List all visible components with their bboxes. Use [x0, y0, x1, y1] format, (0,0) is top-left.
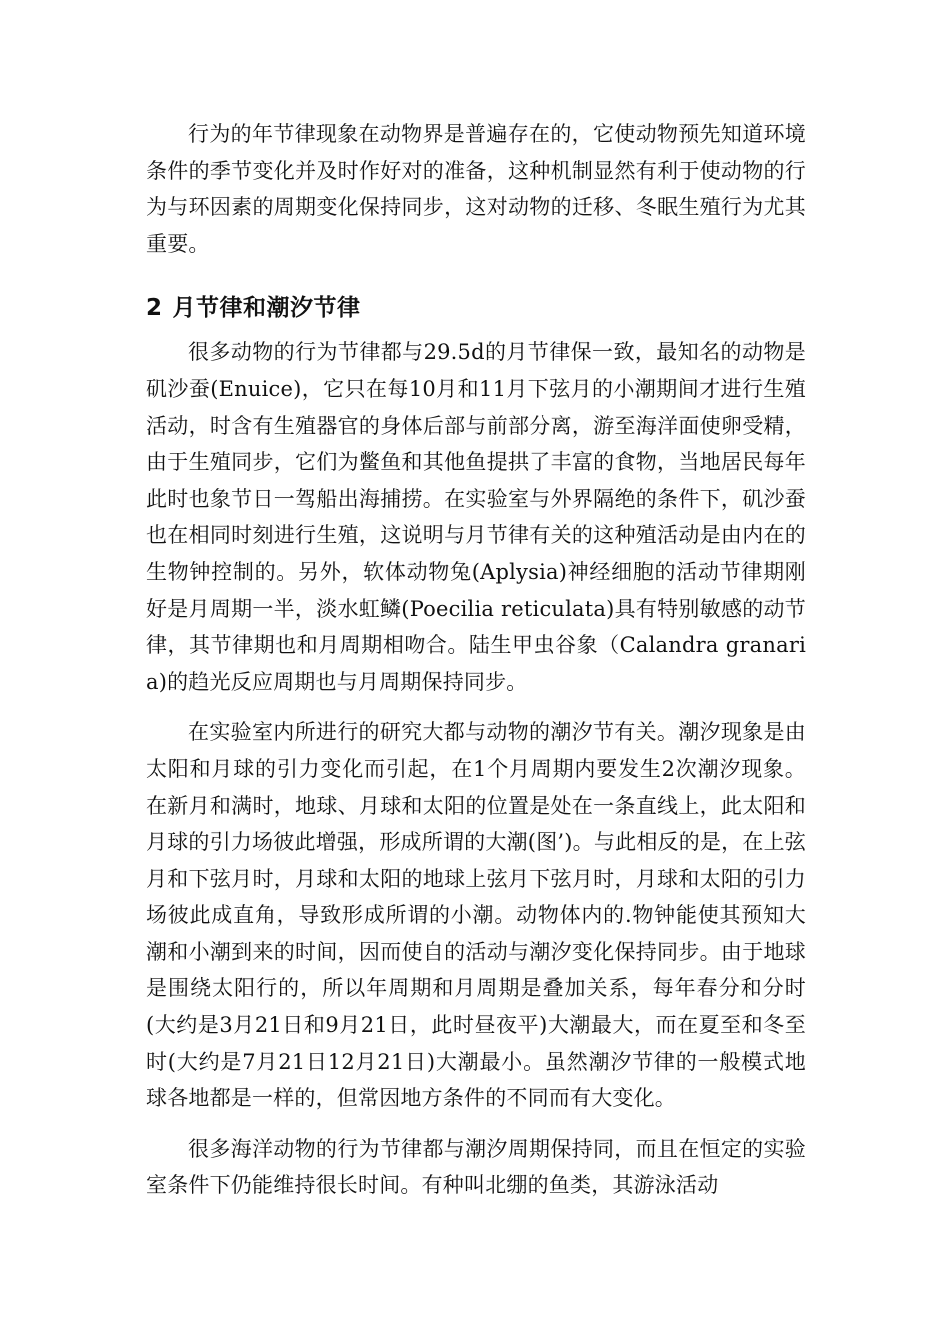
paragraph-marine-animals: 很多海洋动物的行为节律都与潮汐周期保持同，而且在恒定的实验室条件下仍能维持很长时间。有种叫北绷的鱼类，其游泳活动 — [146, 1136, 806, 1198]
paragraph-annual-rhythm: 行为的年节律现象在动物界是普遍存在的，它使动物预先知道环境条件的季节变化并及时作好对的准备，这种机制显然有利于使动物的行为与环因素的周期变化保持同步，这对动物的迁移、冬眠生殖行为尤其重要。 — [146, 122, 806, 256]
section-heading — [146, 288, 806, 328]
paragraph-lunar-rhythm: 很多动物的行为节律都与29.5d的月节律保一致，最知名的动物是矶沙蚕(Enuice)，它只在每10月和11月下弦月的小潮期间才进行生殖活动，时含有生殖器官的身体后部与前部分离，游至海洋面使卵受精，由于生殖同步，它们为鳖鱼和其他鱼提拱了丰富的食物，当地居民每年此时也象节日一驾船出海捕捞。在实验室与外界隔绝的条件下，矶沙蚕也在相同时刻进行生殖，这说明与月节律有关的这种殖活动是由内在的生物钟控制的。另外，软体动物兔(Aplysia)神经细胞的活动节律期刚好是月周期一半，淡水虹鳞(Poecilia reticulata)具有特别敏感的动节律，其节律期也和月周期相吻合。陆生甲虫谷象（Calandra granaria)的趋光反应周期也与月周期保持同步。 — [146, 340, 806, 694]
paragraph-tidal-rhythm: 在实验室内所进行的研究大都与动物的潮汐节有关。潮汐现象是由太阳和月球的引力变化而引起，在1个月周期内要发生2次潮汐现象。在新月和满时，地球、月球和太阳的位置是处在一条直线上，此太阳和月球的引力场彼此增强，形成所谓的大潮(图’)。与此相反的是，在上弦月和下弦月时，月球和太阳的地球上弦月下弦月时，月球和太阳的引力场彼此成直角，导致形成所谓的小潮。动物体内的.物钟能使其预知大潮和小潮到来的时间，因而使自的活动与潮汐变化保持同步。由于地球是围绕太阳行的，所以年周期和月周期是叠加关系，每年春分和分时(大约是3月21日和9月21日，此时昼夜平)大潮最大，而在夏至和冬至时(大约是7月21日12月21日)大潮最小。虽然潮汐节律的一般模式地球各地都是一样的，但常因地方条件的不同而有大变化。 — [146, 720, 806, 1111]
section-number: 2 — [146, 295, 163, 322]
section-title: 月节律和潮汐节律 — [172, 295, 361, 322]
document-body — [146, 116, 806, 1204]
